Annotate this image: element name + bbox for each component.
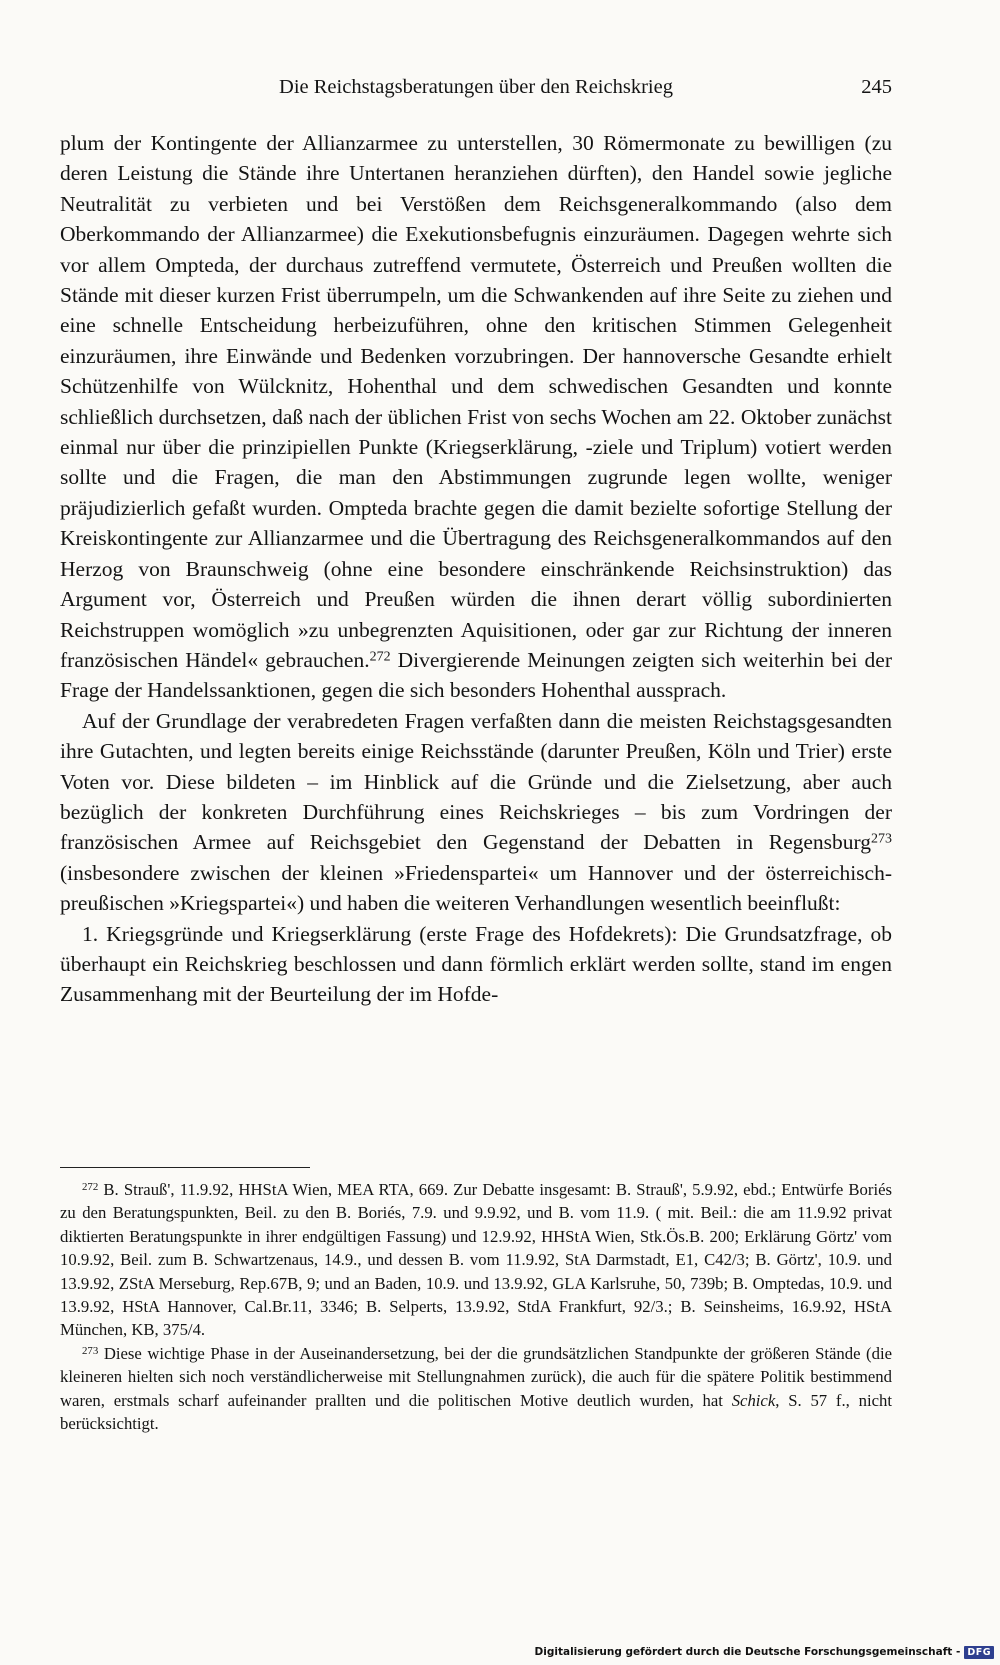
footnote-mark: 273 — [82, 1344, 99, 1357]
text-run: Auf der Grundlage der verabredeten Fragen verfaßten dann die meisten Reichstagsgesandten ihre Gutachten, und legten bereits einige Reichsstände (darunter Preußen, Köln und Trier) erste Voten vor. Diese bildeten – im Hinblick auf die Gründe und die Zielsetzung, aber auch bezüglich der konkreten Durchführung eines Reichskrieges – bis zum Vordringen der französischen Armee auf Reichsgebiet den Gegenstand der Debatten in Regensburg — [60, 708, 892, 855]
paragraph — [60, 706, 892, 919]
page-header — [60, 70, 892, 104]
footnote-separator — [60, 1167, 310, 1168]
italic-citation: Schick — [731, 1390, 776, 1410]
footnote-ref-273[interactable]: 273 — [871, 832, 892, 848]
footnote-text: Diese wichtige Phase in der Auseinandersetzung, bei der die grundsätzlichen Standpunkte der größeren Stände (die kleineren hielten sich noch verständlicherweise mit Stellungnahmen zurück), die auch für die spätere Politik bestimmend waren, erstmals scharf aufeinander prallten und die politischen Motive deutlich wurden, hat — [60, 1343, 892, 1410]
footnote-273 — [60, 1342, 892, 1436]
text-run: (insbesondere zwischen der kleinen »Friedenspartei« um Hannover und der österreichisch-preußischen »Kriegspartei«) und haben die weiteren Verhandlungen wesentlich beeinflußt: — [60, 860, 892, 916]
text-run: Divergierende Meinungen zeigten sich weiterhin bei der Frage der Handelssanktionen, gegen die sich besonders Hohenthal aussprach. — [60, 647, 892, 703]
footnote-text: B. Strauß', 11.9.92, HHStA Wien, MEA RTA, 669. Zur Debatte insgesamt: B. Strauß', 5.9.92, ebd.; Entwürfe Boriés zu den Beratungspunkten, Beil. zu den B. Boriés, 7.9. und 9.9.92, und B. vom 11.9. ( mit. Beil.: die am 11.9.92 privat diktierten Beratungspunkte in ihrer endgültigen Fassung) und 12.9.92, HHStA Wien, Stk.Ös.B. 200; Erklärung Görtz' vom 10.9.92, Beil. zum B. Schwartzenaus, 14.9., und dessen B. vom 11.9.92, StA Darmstadt, E1, C42/3; B. Görtz', 10.9. und 13.9.92, ZStA Merseburg, Rep.67B, 9; und an Baden, 10.9. und 13.9.92, GLA Karlsruhe, 50, 739b; B. Omptedas, 10.9. und 13.9.92, HStA Hannover, Cal.Br.11, 3346; B. Selperts, 13.9.92, StdA Frankfurt, 92/3.; B. Seinsheims, 16.9.92, HStA München, KB, 375/4. — [60, 1180, 892, 1340]
funding-credit: Digitalisierung gefördert durch die Deutsche Forschungsgemeinschaft - — [534, 1646, 961, 1658]
footnotes — [60, 1178, 892, 1435]
digitization-footer — [535, 1644, 994, 1660]
paragraph — [60, 128, 892, 706]
footnote-mark: 272 — [82, 1181, 99, 1194]
dfg-logo: DFG — [964, 1646, 994, 1659]
running-title: Die Reichstagsberatungen über den Reichskrieg — [279, 76, 673, 98]
page-number: 245 — [861, 76, 892, 98]
footnote-ref-272[interactable]: 272 — [369, 649, 391, 665]
footnote-272 — [60, 1178, 892, 1342]
main-text — [60, 128, 892, 1010]
footnote-text: , S. 57 f., nicht berücksichtigt. — [60, 1390, 892, 1434]
text-run: plum der Kontingente der Allianzarmee zu unterstellen, 30 Römermonate zu bewilligen (zu deren Leistung die Stände ihre Untertanen heranziehen dürften), den Handel sowie jegliche Neutralität zu verbieten und bei Verstößen dem Reichsgeneralkommando (also dem Oberkommando der Allianzarmee) die Exekutionsbefugnis einzuräumen. Dagegen wehrte sich vor allem Ompteda, der durchaus zutreffend vermutete, Österreich und Preußen wollten die Stände mit dieser kurzen Frist überrumpeln, um die Schwankenden auf ihre Seite zu ziehen und eine schnelle Entscheidung herbeizuführen, ohne den kritischen Stimmen Gelegenheit einzuräumen, ihre Einwände und Bedenken vorzubringen. Der hannoversche Gesandte erhielt Schützenhilfe von Wülcknitz, Hohenthal und dem schwedischen Gesandten und konnte schließlich durchsetzen, daß nach der üblichen Frist von sechs Wochen am 22. Oktober zunächst einmal nur über die prinzipiellen Punkte (Kriegserklärung, -ziele und Triplum) votiert werden sollte und die Fragen, die man den Abstimmungen zugrunde legen wollte, weniger präjudizierlich gefaßt wurden. Ompteda brachte gegen die damit bezielte sofortige Stellung der Kreiskontingente zur Allianzarmee und die Übertragung des Reichsgeneralkommandos auf den Herzog von Braunschweig (ohne eine besondere einschränkende Reichsinstruktion) das Argument vor, Österreich und Preußen würden die ihnen derart völlig subordinierten Reichstruppen womöglich »zu unbegrenzten Aquisitionen, oder gar zur Richtung der inneren französischen Händel« gebrauchen. — [60, 131, 892, 672]
paragraph: 1. Kriegsgründe und Kriegserklärung (erste Frage des Hofdekrets): Die Grundsatzfrage, ob überhaupt ein Reichskrieg beschlossen und dann förmlich erklärt werden sollte, stand im engen Zusammenhang mit der Beurteilung der im Hofde- — [60, 921, 892, 1007]
